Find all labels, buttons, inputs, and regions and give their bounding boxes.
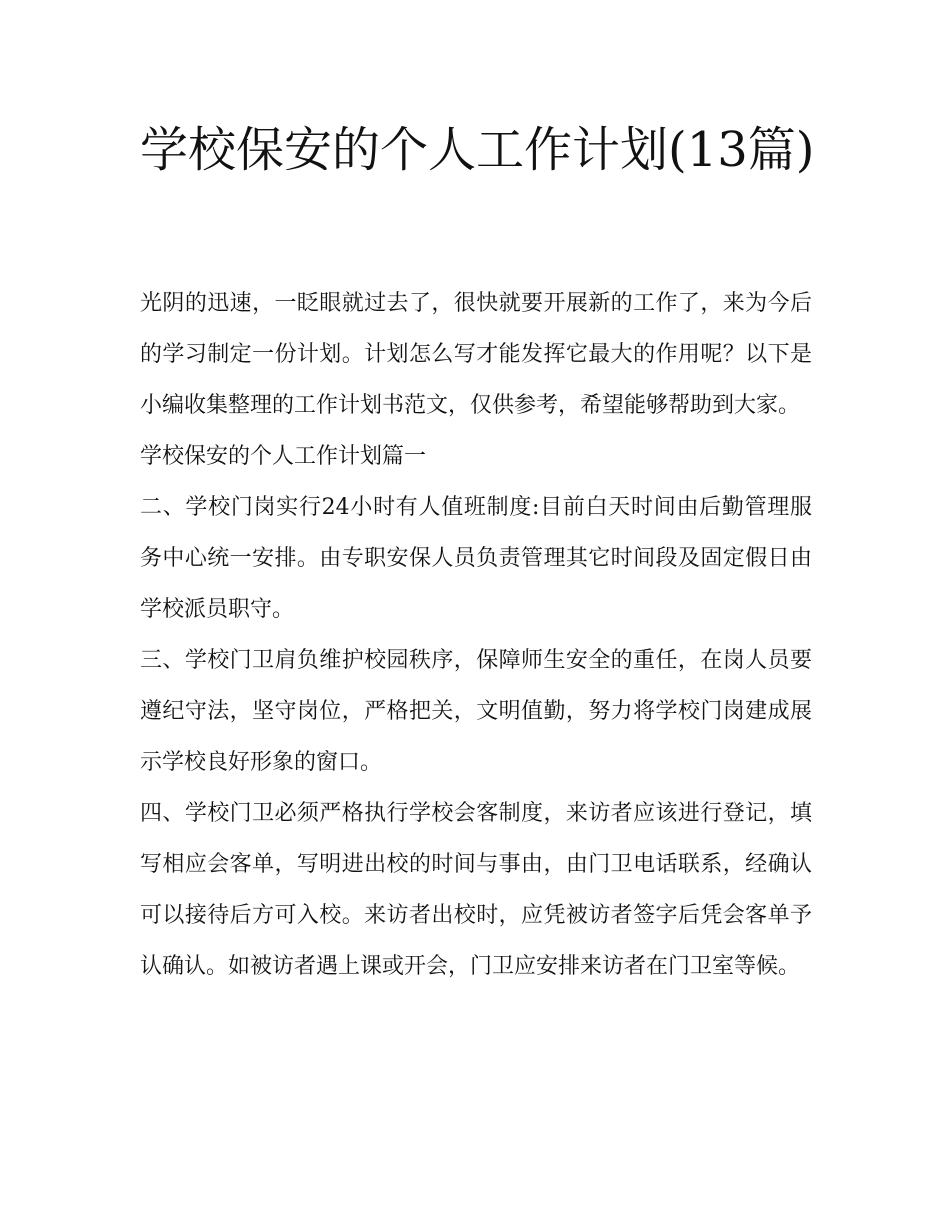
paragraph-item-3: 三、学校门卫肩负维护校园秩序，保障师生安全的重任，在岗人员要遵纪守法，坚守岗位，严格把关，文明值勤，努力将学校门岗建成展示学校良好形象的窗口。: [140, 648, 812, 775]
document-body: [140, 278, 812, 992]
paragraph-item-2: 二、学校门岗实行24小时有人值班制度:目前白天时间由后勤管理服务中心统一安排。由专职安保人员负责管理其它时间段及固定假日由学校派员职守。: [140, 495, 812, 622]
page-title: 学校保安的个人工作计划(13篇): [140, 122, 815, 178]
section-heading: 学校保安的个人工作计划篇一: [140, 444, 427, 469]
paragraph-item-4: 四、学校门卫必须严格执行学校会客制度，来访者应该进行登记，填写相应会客单，写明进出校的时间与事由，由门卫电话联系，经确认可以接待后方可入校。来访者出校时，应凭被访者签字后凭会客单予认确认。如被访者遇上课或开会，门卫应安排来访者在门卫室等候。: [140, 801, 812, 979]
paragraph-intro: 光阴的迅速，一眨眼就过去了，很快就要开展新的工作了，来为今后的学习制定一份计划。计划怎么写才能发挥它最大的作用呢？以下是小编收集整理的工作计划书范文，仅供参考，希望能够帮助到大家。: [140, 291, 812, 418]
